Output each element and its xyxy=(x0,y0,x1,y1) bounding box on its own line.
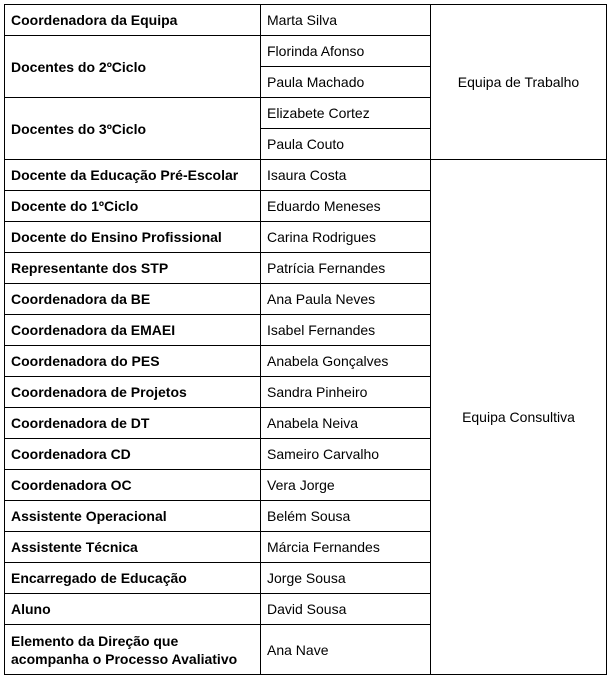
role-cell: Coordenadora de Projetos xyxy=(5,377,261,408)
member-cell: Marta Silva xyxy=(261,5,431,36)
role-cell: Coordenadora do PES xyxy=(5,346,261,377)
role-cell: Coordenadora da EMAEI xyxy=(5,315,261,346)
team-composition-table xyxy=(4,4,607,675)
member-cell: Elizabete Cortez xyxy=(261,98,431,129)
member-cell: Paula Couto xyxy=(261,129,431,160)
member-cell: Florinda Afonso xyxy=(261,36,431,67)
group-consultative-cell: Equipa Consultiva xyxy=(431,160,607,675)
role-cell: Docente da Educação Pré-Escolar xyxy=(5,160,261,191)
role-cell: Representante dos STP xyxy=(5,253,261,284)
role-cell: Coordenadora CD xyxy=(5,439,261,470)
member-cell: Patrícia Fernandes xyxy=(261,253,431,284)
member-cell: Ana Paula Neves xyxy=(261,284,431,315)
role-cell: Encarregado de Educação xyxy=(5,563,261,594)
member-cell: Eduardo Meneses xyxy=(261,191,431,222)
member-cell: Vera Jorge xyxy=(261,470,431,501)
member-cell: Isaura Costa xyxy=(261,160,431,191)
role-cell: Assistente Operacional xyxy=(5,501,261,532)
member-cell: David Sousa xyxy=(261,594,431,625)
member-cell: Ana Nave xyxy=(261,625,431,675)
group-work-cell: Equipa de Trabalho xyxy=(431,5,607,160)
role-cell: Coordenadora da Equipa xyxy=(5,5,261,36)
member-cell: Paula Machado xyxy=(261,67,431,98)
role-cell: Coordenadora da BE xyxy=(5,284,261,315)
member-cell: Anabela Neiva xyxy=(261,408,431,439)
member-cell: Sandra Pinheiro xyxy=(261,377,431,408)
role-cell: Aluno xyxy=(5,594,261,625)
member-cell: Anabela Gonçalves xyxy=(261,346,431,377)
member-cell: Isabel Fernandes xyxy=(261,315,431,346)
role-cell: Coordenadora OC xyxy=(5,470,261,501)
role-cell: Assistente Técnica xyxy=(5,532,261,563)
table-row xyxy=(5,5,607,36)
table-row xyxy=(5,160,607,191)
member-cell: Márcia Fernandes xyxy=(261,532,431,563)
role-cell: Elemento da Direção que acompanha o Processo Avaliativo xyxy=(5,625,261,675)
role-cell: Docentes do 2ºCiclo xyxy=(5,36,261,98)
role-cell: Coordenadora de DT xyxy=(5,408,261,439)
member-cell: Carina Rodrigues xyxy=(261,222,431,253)
member-cell: Sameiro Carvalho xyxy=(261,439,431,470)
role-cell: Docente do 1ºCiclo xyxy=(5,191,261,222)
member-cell: Jorge Sousa xyxy=(261,563,431,594)
role-cell: Docente do Ensino Profissional xyxy=(5,222,261,253)
member-cell: Belém Sousa xyxy=(261,501,431,532)
role-cell: Docentes do 3ºCiclo xyxy=(5,98,261,160)
